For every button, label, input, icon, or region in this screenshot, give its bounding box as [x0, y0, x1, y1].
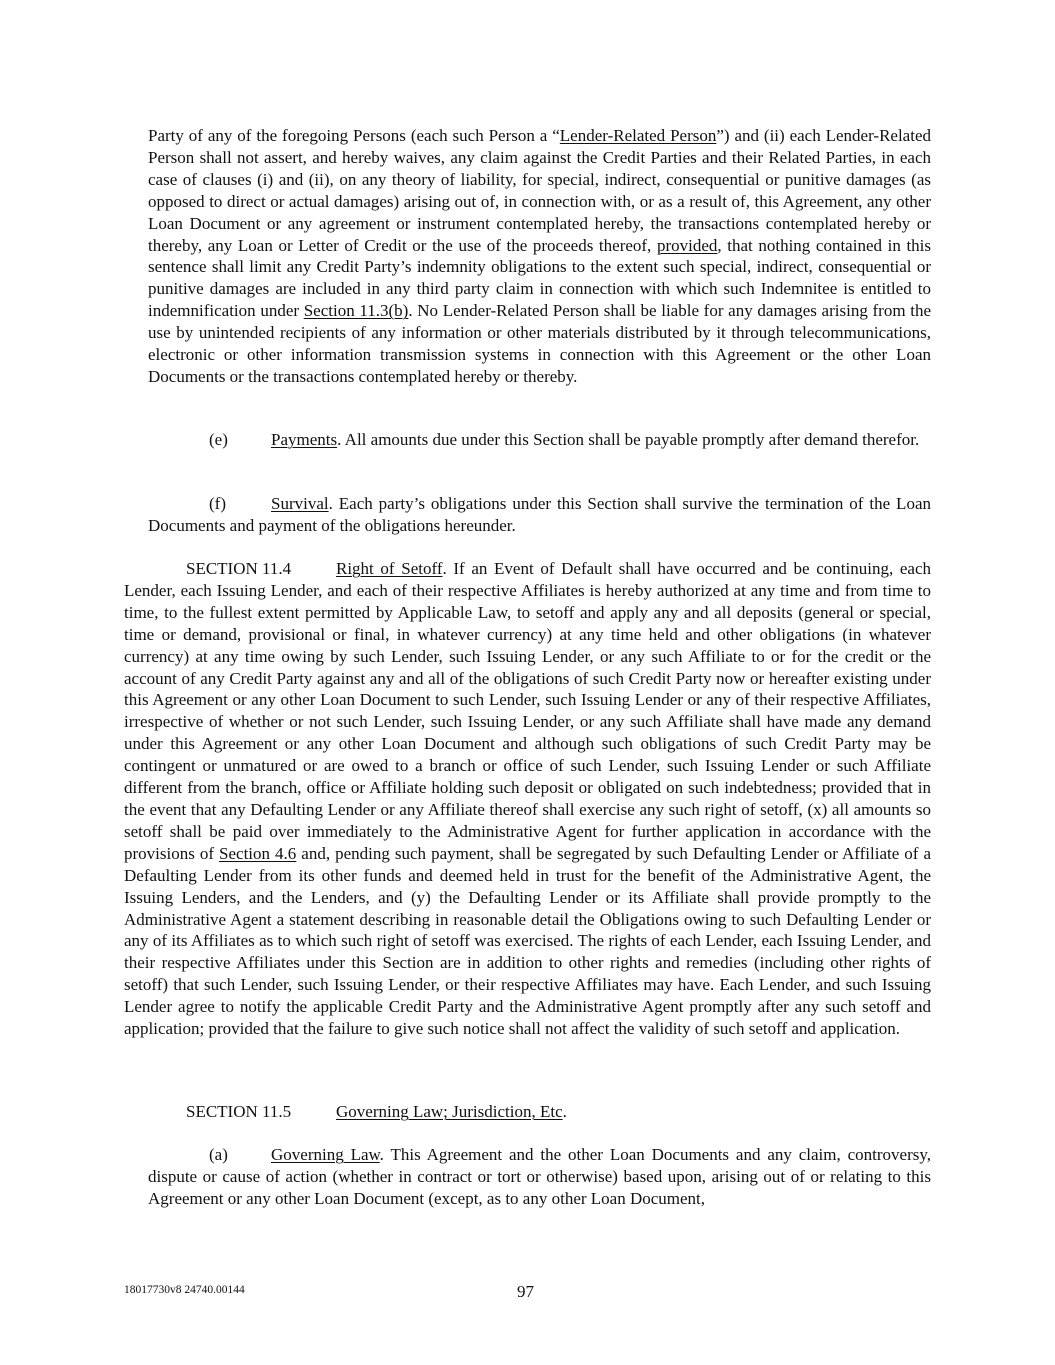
provided-term: provided: [656, 235, 718, 255]
heading-payments: Payments: [271, 430, 338, 449]
section-label-11-4: SECTION 11.4: [186, 559, 292, 578]
footer-document-id: 18017730v8 24740.00144: [124, 1284, 245, 1296]
page-number: 97: [517, 1282, 534, 1301]
section-reference-4-6: Section 4.6: [219, 843, 297, 863]
clause-label-a: (a): [209, 1145, 228, 1164]
section-11-4-right-of-setoff: SECTION 11.4 Right of Setoff. If an Event of Default shall have occurred and be continuing, each Lender, each Issuing Lender, and each of their respective Affiliates is hereby authorized at any time and from time to time, to the fullest extent permitted by Applicable Law, to setoff and apply any and all deposits (general or special, time or demand, provisional or final, in whatever currency) at any time held and other obligations (in whatever currency) at any time owing by such Lender, such Issuing Lender, or any such Affiliate to or for the credit or the account of any Credit Party against any and all of the obligations of such Credit Party now or hereafter existing under this Agreement or any other Loan Document to such Lender, such Issuing Lender or any of their respective Affiliates, irrespective of whether or not such Lender, such Issuing Lender, or any such Affiliate shall have made any demand under this Agreement or any other Loan Document and although such obligations of such Credit Party may be contingent or unmatured or are owed to a branch or office of such Lender, such Issuing Lender or such Affiliate different from the branch, office or Affiliate holding such deposit or obligated on such indebtedness; provided that in the event that any Defaulting Lender or any Affiliate thereof shall exercise any such right of setoff, (x) all amounts so setoff shall be paid over immediately to the Administrative Agent for further application in accordance with the provisions of Section 4.6 and, pending such payment, shall be segregated by such Defaulting Lender or Affiliate of a Defaulting Lender from its other funds and deemed held in trust for the benefit of the Administrative Agent, the Issuing Lenders, and the Lenders, and (y) the Defaulting Lender or its Affiliate shall provide promptly to the Administrative Agent a statement describing in reasonable detail the Obligations owing to such Defaulting Lender or any of its Affiliates as to which such right of setoff was exercised. The rights of each Lender, each Issuing Lender, and their respective Affiliates under this Section are in addition to other rights and remedies (including other rights of setoff) that such Lender, such Issuing Lender, or their respective Affiliates may have. Each Lender, and such Issuing Lender agree to notify the applicable Credit Party and the Administrative Agent promptly after any such setoff and application; provided that the failure to give such notice shall not affect the validity of such setoff and application.: [124, 559, 932, 1039]
heading-governing-law: Governing Law: [271, 1145, 380, 1164]
paragraph-e-payments: (e) Payments. All amounts due under this Section shall be payable promptly after demand therefor.: [209, 430, 920, 449]
clause-label-f: (f): [209, 494, 226, 513]
paragraph-indemnity-continuation: Party of any of the foregoing Persons (each such Person a “Lender-Related Person”) and (ii) each Lender-Related Person shall not assert, and hereby waives, any claim against the Credit Parties and their Related Parties, in each case of clauses (i) and (ii), on any theory of liability, for special, indirect, consequential or punitive damages (as opposed to direct or actual damages) arising out of, in connection with, or as a result of, this Agreement, any other Loan Document or any agreement or instrument contemplated hereby, the transactions contemplated hereby or thereby, any Loan or Letter of Credit or the use of the proceeds thereof, provided, that nothing contained in this sentence shall limit any Credit Party’s indemnity obligations to the extent such special, indirect, consequential or punitive damages are included in any third party claim in connection with which such Indemnitee is entitled to indemnification under Section 11.3(b). No Lender-Related Person shall be liable for any damages arising from the use by unintended recipients of any information or other materials distributed by it through telecommunications, electronic or other information transmission systems in connection with this Agreement or the other Loan Documents or the transactions contemplated hereby or thereby.: [148, 126, 932, 386]
section-label-11-5: SECTION 11.5: [186, 1102, 292, 1121]
heading-right-of-setoff: Right of Setoff: [336, 559, 443, 578]
section-reference-11-3-b: Section 11.3(b): [303, 301, 409, 321]
clause-label-e: (e): [209, 430, 228, 449]
heading-survival: Survival: [271, 494, 329, 513]
paragraph-f-survival: (f) Survival. Each party’s obligations under this Section shall survive the termination of the Loan Documents and payment of the obligations hereunder.: [148, 494, 931, 535]
section-11-5-heading: SECTION 11.5 Governing Law; Jurisdiction, Etc.: [186, 1102, 567, 1121]
defined-term-lender-related-person: Lender-Related Person: [559, 126, 717, 145]
paragraph-a-governing-law: (a) Governing Law. This Agreement and the other Loan Documents and any claim, controversy, dispute or cause of action (whether in contract or tort or otherwise) based upon, arising out of or relating to this Agreement or any other Loan Document (except, as to any other Loan Document,: [148, 1145, 931, 1208]
heading-governing-law-jurisdiction: Governing Law; Jurisdiction, Etc: [336, 1102, 563, 1121]
